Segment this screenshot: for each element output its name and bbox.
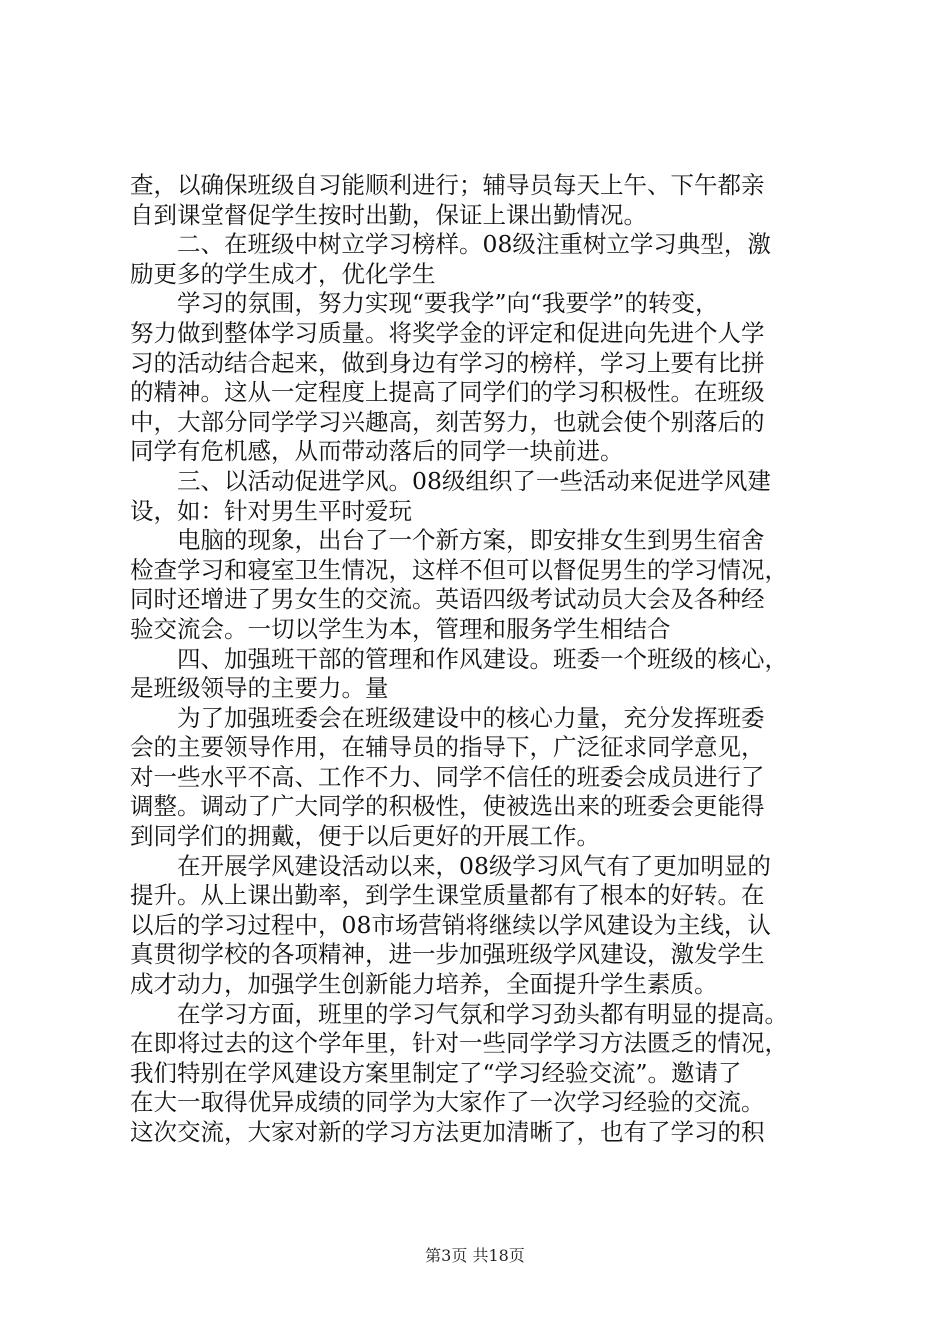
text-line-11: 三、以活动促进学风。08级组织了一些活动来促进学风建	[130, 466, 771, 495]
text-line-27: 真贯彻学校的各项精神，进一步加强班级学风建设，激发学生	[130, 940, 765, 969]
text-line-19: 为了加强班委会在班级建设中的核心力量，充分发挥班委	[130, 703, 765, 732]
text-line-9: 中，大部分同学学习兴趣高，刻苦努力，也就会使个别落后的	[130, 407, 765, 436]
text-line-14: 检查学习和寝室卫生情况，这样不但可以督促男生的学习情况，	[130, 555, 788, 584]
text-line-16: 验交流会。一切以学生为本，管理和服务学生相结合	[130, 614, 671, 643]
text-line-4: 励更多的学生成才，优化学生	[130, 259, 436, 288]
page-number-footer: 第3页 共18页	[425, 1246, 525, 1265]
text-line-2: 自到课堂督促学生按时出勤，保证上课出勤情况。	[130, 200, 647, 229]
text-line-6: 努力做到整体学习质量。将奖学金的评定和促进向先进个人学	[130, 318, 765, 347]
text-line-26: 以后的学习过程中，08市场营销将继续以学风建设为主线，认	[130, 910, 771, 939]
text-line-15: 同时还增进了男女生的交流。英语四级考试动员大会及各种经	[130, 585, 765, 614]
text-line-21: 对一些水平不高、工作不力、同学不信任的班委会成员进行了	[130, 762, 765, 791]
text-line-32: 在大一取得优异成绩的同学为大家作了一次学习经验的交流。	[130, 1088, 765, 1117]
text-line-17: 四、加强班干部的管理和作风建设。班委一个班级的核心，	[130, 644, 788, 673]
text-line-8: 的精神。这从一定程度上提高了同学们的学习积极性。在班级	[130, 378, 765, 407]
text-line-5: 学习的氛围，努力实现“要我学”向“我要学”的转变，	[130, 289, 719, 318]
text-line-3: 二、在班级中树立学习榜样。08级注重树立学习典型，激	[130, 230, 771, 259]
text-line-30: 在即将过去的这个学年里，针对一些同学学习方法匮乏的情况，	[130, 1029, 788, 1058]
text-line-31: 我们特别在学风建设方案里制定了“学习经验交流”。邀请了	[130, 1058, 742, 1087]
text-line-22: 调整。调动了广大同学的积极性，使被选出来的班委会更能得	[130, 792, 765, 821]
text-line-23: 到同学们的拥戴，便于以后更好的开展工作。	[130, 822, 600, 851]
text-line-12: 设，如：针对男生平时爱玩	[130, 496, 412, 525]
text-line-28: 成才动力，加强学生创新能力培养，全面提升学生素质。	[130, 970, 718, 999]
text-line-10: 同学有危机感，从而带动落后的同学一块前进。	[130, 437, 624, 466]
text-line-7: 习的活动结合起来，做到身边有学习的榜样，学习上要有比拼	[130, 348, 765, 377]
text-line-18: 是班级领导的主要力。量	[130, 674, 389, 703]
text-line-20: 会的主要领导作用，在辅导员的指导下，广泛征求同学意见，	[130, 733, 765, 762]
text-line-1: 查，以确保班级自习能顺利进行；辅导员每天上午、下午都亲	[130, 171, 765, 199]
text-line-29: 在学习方面，班里的学习气氛和学习劲头都有明显的提高。	[130, 999, 788, 1028]
document-body	[130, 171, 855, 1148]
text-line-24: 在开展学风建设活动以来，08级学习风气有了更加明显的	[130, 851, 771, 880]
text-line-33: 这次交流，大家对新的学习方法更加清晰了，也有了学习的积	[130, 1118, 765, 1146]
text-line-13: 电脑的现象，出台了一个新方案，即安排女生到男生宿舍	[130, 526, 765, 555]
text-line-25: 提升。从上课出勤率，到学生课堂质量都有了根本的好转。在	[130, 881, 765, 910]
